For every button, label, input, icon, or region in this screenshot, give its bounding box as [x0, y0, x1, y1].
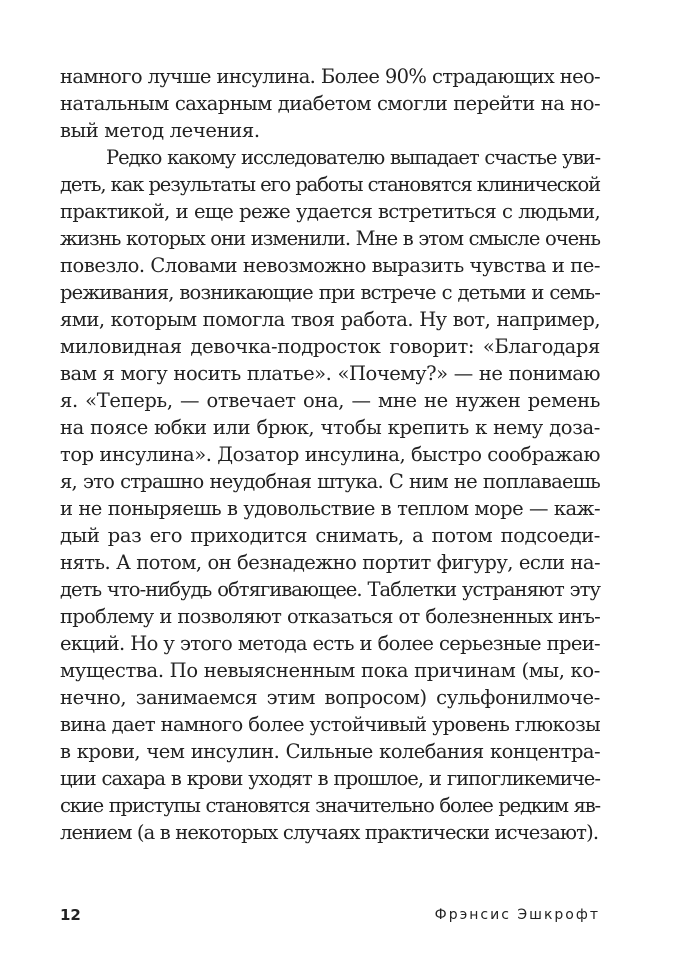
text-line: тор инсулина». Дозатор инсулина, быстро соображаю — [60, 443, 600, 466]
text-line: деть что-нибудь обтягивающее. Таблетки устраняют эту — [60, 578, 600, 601]
text-line: вина дает намного более устойчивый уровень глюкозы — [60, 713, 600, 736]
text-line: намного лучше инсулина. Более 90% страдающих нео- — [60, 65, 600, 88]
body-text — [60, 63, 600, 846]
text-line: и не поныряешь в удовольствие в теплом море — каж- — [60, 497, 600, 520]
text-line: ские приступы становятся значительно более редким яв- — [60, 794, 600, 817]
running-footer-author: Фрэнсис Эшкрофт — [434, 907, 600, 923]
text-line: лением (а в некоторых случаях практически исчезают). — [60, 821, 599, 844]
text-line: нять. А потом, он безнадежно портит фигуру, если на- — [60, 551, 600, 574]
text-line: дый раз его приходится снимать, а потом подсоеди- — [60, 524, 600, 547]
text-line: практикой, и еще реже удается встретиться с людьми, — [60, 200, 600, 223]
text-line: вый метод лечения. — [60, 119, 260, 142]
text-line: деть, как результаты его работы становятся клинической — [60, 173, 600, 196]
text-line: повезло. Словами невозможно выразить чувства и пе- — [60, 254, 600, 277]
page-footer — [60, 905, 600, 929]
text-line: мущества. По невыясненным пока причинам (мы, ко- — [60, 659, 600, 682]
text-line: реживания, возникающие при встрече с детьми и семь- — [60, 281, 600, 304]
text-line: ями, которым помогла твоя работа. Ну вот, например, — [60, 308, 600, 331]
text-line: в крови, чем инсулин. Сильные колебания концентра- — [60, 740, 600, 763]
text-line: миловидная девочка-подросток говорит: «Благодаря — [60, 335, 600, 358]
text-line: натальным сахарным диабетом смогли перейти на но- — [60, 92, 600, 115]
text-line: ции сахара в крови уходят в прошлое, и гипогликемиче- — [60, 767, 600, 790]
text-line: я, это страшно неудобная штука. С ним не поплаваешь — [60, 470, 600, 493]
text-line: екций. Но у этого метода есть и более серьезные преи- — [60, 632, 600, 655]
paragraph-first-line: Редко какому исследователю выпадает счастье уви- — [106, 146, 600, 169]
text-line: вам я могу носить платье». «Почему?» — не понимаю — [60, 362, 600, 385]
text-line: на поясе юбки или брюк, чтобы крепить к нему доза- — [60, 416, 600, 439]
text-line: проблему и позволяют отказаться от болезненных инъ- — [60, 605, 600, 628]
text-line: я. «Теперь, — отвечает она, — мне не нужен ремень — [60, 389, 600, 412]
text-line: жизнь которых они изменили. Мне в этом смысле очень — [60, 227, 600, 250]
page-number: 12 — [60, 906, 81, 924]
text-line: нечно, занимаемся этим вопросом) сульфонилмоче- — [60, 686, 600, 709]
